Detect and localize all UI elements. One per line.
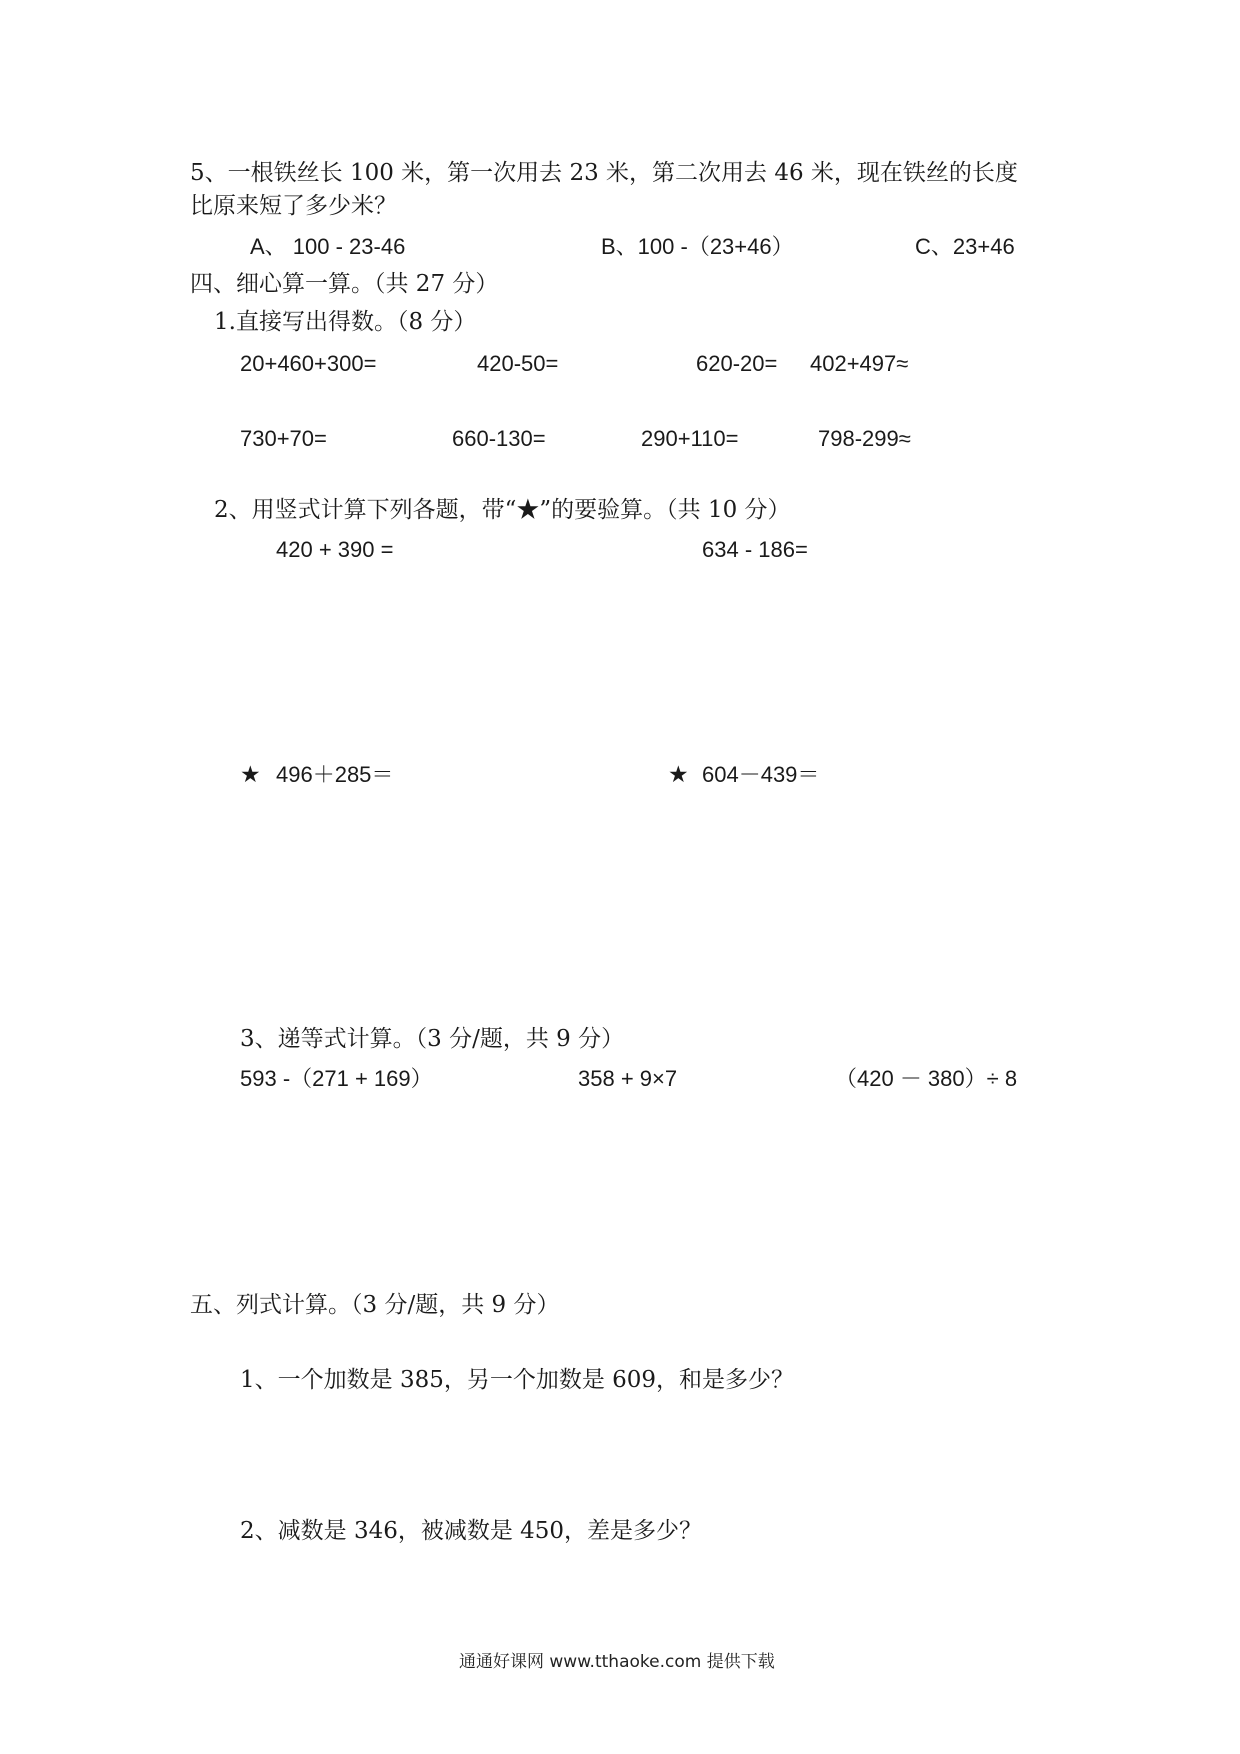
calc-item: 420-50= <box>477 351 559 376</box>
part1-title: 1.直接写出得数。（8 分） <box>214 309 477 335</box>
calc-item: 798-299≈ <box>818 426 911 451</box>
step-calc-item: 593 -（271 + 169） <box>240 1066 433 1091</box>
calc-item: 730+70= <box>240 426 327 451</box>
vertical-calc-item: 420 + 390 = <box>276 537 394 562</box>
calc-item: 620-20= <box>696 351 778 376</box>
section4-title: 四、细心算一算。（共 27 分） <box>190 271 499 297</box>
vertical-calc-item: 634 - 186= <box>702 537 808 562</box>
word-problem-2: 2、减数是 346，被减数是 450，差是多少？ <box>240 1518 703 1544</box>
q5-option-b: B、100 -（23+46） <box>601 234 794 259</box>
q5-line1: 5、一根铁丝长 100 米，第一次用去 23 米，第二次用去 46 米，现在铁丝的长度 <box>190 160 1018 186</box>
calc-item: 290+110= <box>641 426 739 451</box>
part3-title: 3、递等式计算。（3 分/题，共 9 分） <box>240 1026 625 1052</box>
part2-title: 2、用竖式计算下列各题，带“★”的要验算。（共 10 分） <box>214 497 791 523</box>
q5-line2: 比原来短了多少米？ <box>190 193 397 219</box>
star-icon: ★ <box>240 762 261 788</box>
step-calc-item: 358 + 9×7 <box>578 1066 678 1091</box>
calc-item: 660-130= <box>452 426 546 451</box>
footer-text: 通通好课网 www.tthaoke.com 提供下载 <box>459 1652 775 1672</box>
section5-title: 五、列式计算。（3 分/题，共 9 分） <box>190 1292 560 1318</box>
q5-option-a: A、 100 - 23-46 <box>250 234 406 259</box>
calc-item: 20+460+300= <box>240 351 377 376</box>
word-problem-1: 1、一个加数是 385，另一个加数是 609，和是多少？ <box>240 1367 795 1393</box>
step-calc-item: （420 － 380）÷ 8 <box>835 1066 1018 1091</box>
q5-option-c: C、23+46 <box>915 234 1015 259</box>
calc-item: 402+497≈ <box>810 351 909 376</box>
vertical-calc-item: 496＋285＝ <box>276 762 394 787</box>
star-icon: ★ <box>668 762 689 788</box>
vertical-calc-item: 604－439＝ <box>702 762 820 787</box>
